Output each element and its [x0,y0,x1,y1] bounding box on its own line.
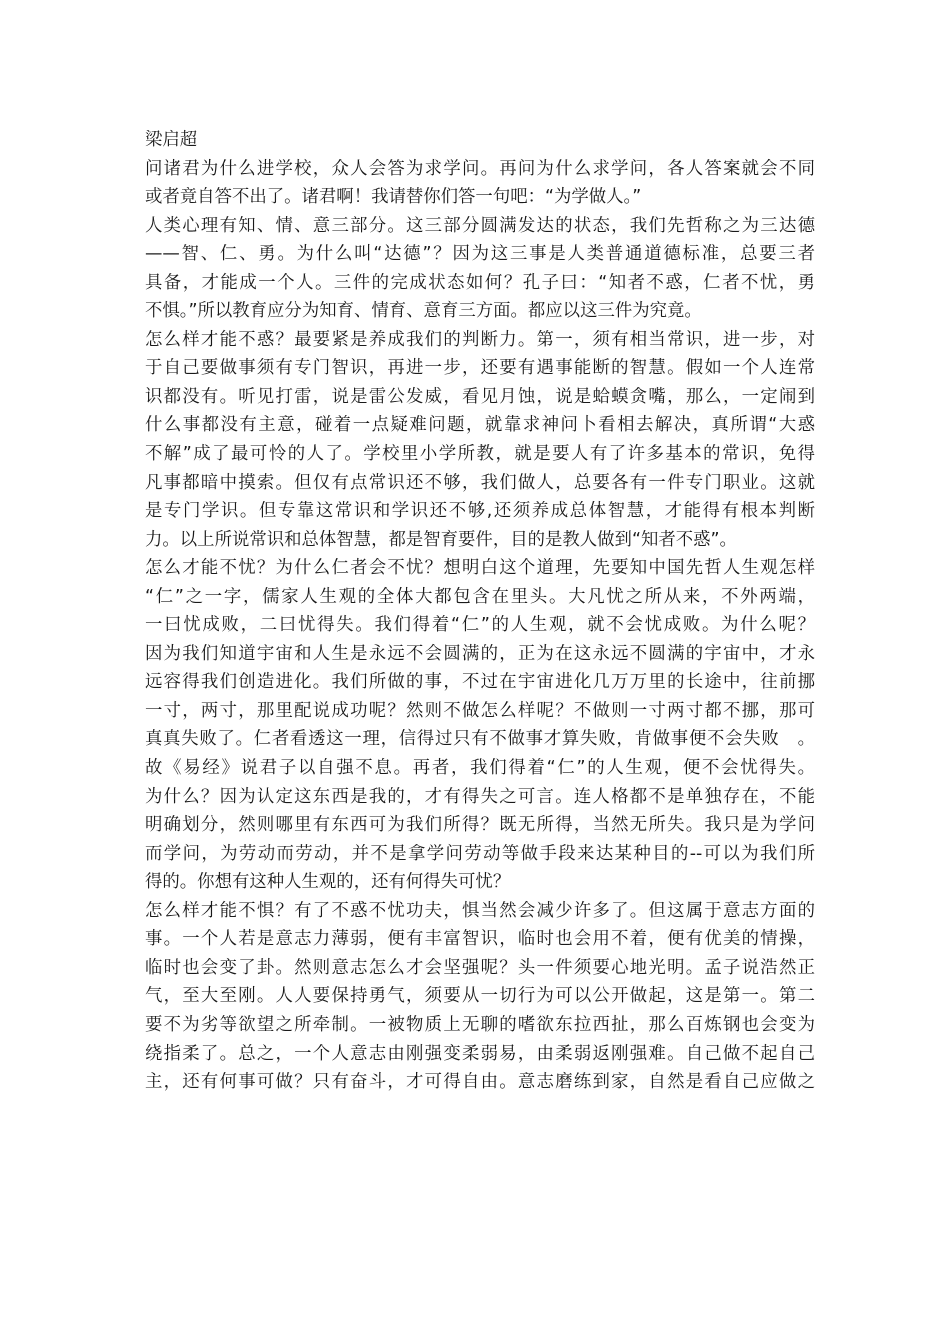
text-line: 力。以上所说常识和总体智慧，都是智育要件，目的是教人做到“知者不惑”。 [145,529,737,550]
text-line: 事。一个人若是意志力薄弱，便有丰富智识，临时也会用不着，便有优美的情操， [145,929,815,950]
text-line: 识都没有。听见打雷，说是雷公发威，看见月蚀，说是蛤蟆贪嘴，那么，一定闹到 [145,386,815,407]
text-line: 或者竟自答不出了。诸君啊！我请替你们答一句吧：“为学做人。” [145,187,642,208]
text-line: 是专门学识。但专靠这常识和学识还不够,还须养成总体智慧，才能得有根本判断 [145,501,815,522]
text-line: 得的。你想有这种人生观的，还有何得失可忧？ [145,872,511,893]
text-line: 远容得我们创造进化。我们所做的事，不过在宇宙进化几万万里的长途中，往前挪 [145,672,815,693]
text-line: 气，至大至刚。人人要保持勇气，须要从一切行为可以公开做起，这是第一。第二 [145,986,815,1007]
text-line: 一曰忧成败，二曰忧得失。我们得着“仁”的人生观，就不会忧成败。为什么呢？ [145,615,815,636]
text-line: 要不为劣等欲望之所牵制。一被物质上无聊的嗜欲东拉西扯，那么百炼钢也会变为 [145,1014,815,1035]
text-line: ——智、仁、勇。为什么叫“达德”？因为这三事是人类普通道德标准，总要三者 [145,244,815,265]
text-line: 临时也会变了卦。然则意志怎么才会坚强呢？头一件须要心地光明。孟子说浩然正 [145,957,815,978]
text-line: 人类心理有知、情、意三部分。这三部分圆满发达的状态，我们先哲称之为三达德 [145,215,815,236]
text-line: 具备，才能成一个人。三件的完成状态如何？孔子曰：“知者不惑，仁者不忧，勇 [145,272,815,293]
text-line: 于自己要做事须有专门智识，再进一步，还要有遇事能断的智慧。假如一个人连常 [145,358,815,379]
text-line: 因为我们知道宇宙和人生是永远不会圆满的，正为在这永远不圆满的宇宙中，才永 [145,643,815,664]
text-line: 凡事都暗中摸索。但仅有点常识还不够，我们做人，总要各有一件专门职业。这就 [145,472,815,493]
text-line: 问诸君为什么进学校，众人会答为求学问。再问为什么求学问，各人答案就会不同 [145,158,815,179]
text-line: 绕指柔了。总之，一个人意志由刚强变柔弱易，由柔弱返刚强难。自己做不起自己 [145,1043,815,1064]
author-line: 梁启超 [145,130,198,150]
document-body [145,126,815,1097]
text-line: 主，还有何事可做？只有奋斗，才可得自由。意志磨练到家，自然是看自己应做之 [145,1072,815,1093]
text-line: 而学问，为劳动而劳动，并不是拿学问劳动等做手段来达某种目的--可以为我们所 [145,843,815,864]
text-line: 不解”成了最可怜的人了。学校里小学所教，就是要人有了许多基本的常识，免得 [145,444,815,465]
text-line: 故《易经》说君子以自强不息。再者，我们得着“仁”的人生观，便不会忧得失。 [145,758,815,779]
text-line: 怎么才能不忧？为什么仁者会不忧？想明白这个道理，先要知中国先哲人生观怎样 [145,558,815,579]
text-line: 真真失败了。仁者看透这一理，信得过只有不做事才算失败，肯做事便不会失败 。 [145,729,815,750]
text-line: 为什么？因为认定这东西是我的，才有得失之可言。连人格都不是单独存在，不能 [145,786,815,807]
text-line: 明确划分，然则哪里有东西可为我们所得？既无所得，当然无所失。我只是为学问 [145,815,815,836]
text-line: 什么事都没有主意，碰着一点疑难问题，就靠求神问卜看相去解决，真所谓“大惑 [145,415,815,436]
text-line: 怎么样才能不惑？最要紧是养成我们的判断力。第一，须有相当常识，进一步，对 [145,329,815,350]
text-line: 怎么样才能不惧？有了不惑不忧功夫，惧当然会减少许多了。但这属于意志方面的 [145,900,815,921]
text-line: 不惧。”所以教育应分为知育、情育、意育三方面。都应以这三件为究竟。 [145,301,702,322]
text-line: 一寸，两寸，那里配说成功呢？然则不做怎么样呢？不做则一寸两寸都不挪，那可 [145,700,815,721]
text-line: “仁”之一字，儒家人生观的全体大都包含在里头。大凡忧之所从来，不外两端， [145,586,815,607]
